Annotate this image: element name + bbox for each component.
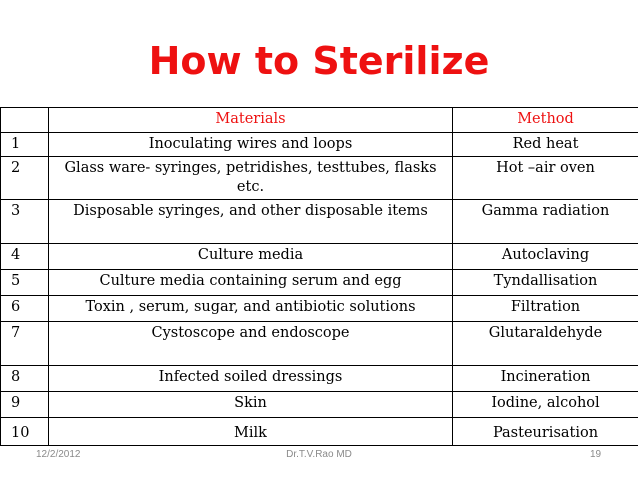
table-row [1,296,638,322]
row-number: 9 [1,392,49,418]
row-method: Red heat [453,133,638,157]
row-method: Tyndallisation [453,270,638,296]
row-number: 7 [1,322,49,366]
row-material: Cystoscope and endoscope [49,322,453,366]
row-number: 3 [1,200,49,244]
table-row [1,322,638,366]
table-row [1,392,638,418]
table-row [1,244,638,270]
row-method: Autoclaving [453,244,638,270]
row-material: Milk [49,418,453,446]
table-row [1,133,638,157]
table-row [1,418,638,446]
header-method: Method [453,108,638,133]
row-material: Disposable syringes, and other disposable items [49,200,453,244]
row-number: 6 [1,296,49,322]
row-material: Toxin , serum, sugar, and antibiotic solutions [49,296,453,322]
row-method: Filtration [453,296,638,322]
table-row [1,270,638,296]
row-material: Culture media containing serum and egg [49,270,453,296]
row-number: 1 [1,133,49,157]
row-number: 8 [1,366,49,392]
table-row [1,200,638,244]
header-number [1,108,49,133]
row-material: Culture media [49,244,453,270]
row-number: 10 [1,418,49,446]
row-number: 2 [1,157,49,200]
table-row [1,157,638,200]
header-materials: Materials [49,108,453,133]
row-method: Glutaraldehyde [453,322,638,366]
sterilization-table [0,107,638,446]
footer-author: Dr.T.V.Rao MD [286,449,352,460]
slide-title: How to Sterilize [148,39,490,83]
row-number: 5 [1,270,49,296]
table-row [1,366,638,392]
row-material: Skin [49,392,453,418]
row-material: Infected soiled dressings [49,366,453,392]
row-method: Gamma radiation [453,200,638,244]
row-method: Pasteurisation [453,418,638,446]
footer-page-number: 19 [590,449,602,460]
row-material: Inoculating wires and loops [49,133,453,157]
row-method: Incineration [453,366,638,392]
table-header-row [1,108,638,133]
row-method: Hot –air oven [453,157,638,200]
row-material: Glass ware- syringes, petridishes, testtubes, flasks etc. [49,157,453,200]
footer-date: 12/2/2012 [36,449,81,460]
row-number: 4 [1,244,49,270]
row-method: Iodine, alcohol [453,392,638,418]
